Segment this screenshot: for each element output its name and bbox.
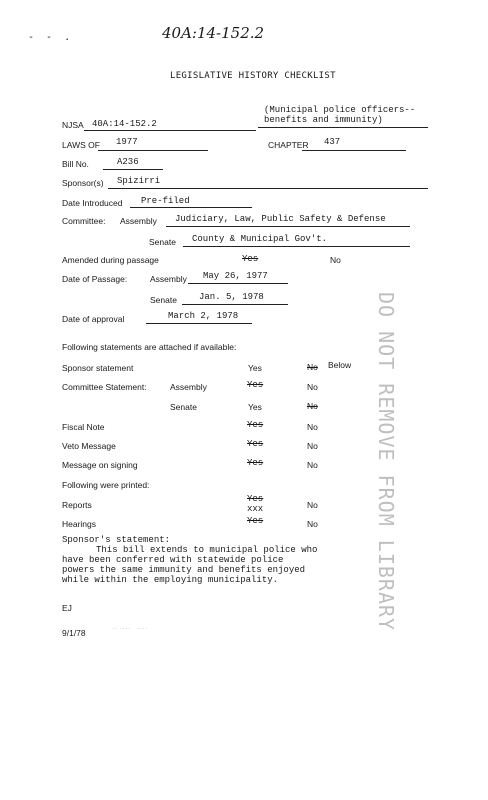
statement-label: Veto Message bbox=[62, 441, 116, 451]
passage-assembly-underline bbox=[188, 283, 288, 284]
statement-yes: Yes bbox=[247, 439, 264, 449]
chapter-label: CHAPTER bbox=[268, 140, 309, 150]
faint-marks: ·· ···· ···· bbox=[112, 624, 148, 633]
statement-no: No bbox=[307, 441, 318, 451]
senate-committee-value: County & Municipal Gov't. bbox=[192, 234, 328, 244]
sponsor-statement-line: while within the employing municipality. bbox=[62, 575, 279, 585]
approval-date: March 2, 1978 bbox=[168, 311, 239, 321]
passage-senate-underline bbox=[182, 304, 288, 305]
initials: EJ bbox=[62, 603, 72, 613]
laws-of-value: 1977 bbox=[116, 137, 138, 147]
committee-label: Committee: bbox=[62, 216, 106, 226]
committee-assembly-label: Assembly bbox=[120, 216, 157, 226]
approval-label: Date of approval bbox=[62, 314, 125, 324]
subject-underline bbox=[258, 127, 428, 128]
statement-no: No bbox=[307, 422, 318, 432]
printed-yes: Yes bbox=[247, 516, 264, 526]
committee-senate-label: Senate bbox=[149, 237, 176, 247]
handwritten-reference: 40A:14-152.2 bbox=[162, 24, 265, 42]
statement-label: Fiscal Note bbox=[62, 422, 105, 432]
library-stamp bbox=[368, 292, 404, 632]
following-attached-heading: Following statements are attached if available: bbox=[62, 342, 237, 352]
page-title: LEGISLATIVE HISTORY CHECKLIST bbox=[170, 71, 336, 81]
passage-assembly-date: May 26, 1977 bbox=[203, 271, 268, 281]
sponsor-statement-heading: Sponsor's statement: bbox=[62, 535, 171, 545]
sponsor-label: Sponsor(s) bbox=[62, 178, 104, 188]
passage-label: Date of Passage: bbox=[62, 274, 128, 284]
sponsor-value: Spizirri bbox=[117, 176, 161, 186]
printed-yes: Yes bbox=[247, 494, 264, 504]
statement-yes: Yes bbox=[247, 420, 264, 430]
sponsor-underline bbox=[108, 188, 428, 189]
bill-value: A236 bbox=[117, 157, 139, 167]
bill-label: Bill No. bbox=[62, 159, 89, 169]
laws-of-label: LAWS OF bbox=[62, 140, 100, 150]
subject-line-1: (Municipal police officers-- bbox=[264, 105, 416, 115]
printed-label: Hearings bbox=[62, 519, 97, 529]
printed-no: No bbox=[307, 500, 318, 510]
chapter-underline bbox=[302, 150, 406, 151]
statement-yes: Yes bbox=[248, 402, 262, 412]
corner-marks: - - . bbox=[28, 32, 71, 43]
statement-yes: Yes bbox=[248, 363, 262, 373]
following-printed-heading: Following were printed: bbox=[62, 480, 150, 490]
laws-of-underline bbox=[98, 150, 208, 151]
statement-sublabel: Assembly bbox=[170, 382, 207, 392]
statement-no: No bbox=[307, 401, 318, 411]
njsa-label: NJSA bbox=[62, 120, 84, 130]
assembly-committee-underline bbox=[166, 226, 410, 227]
passage-assembly-label: Assembly bbox=[150, 274, 187, 284]
statement-yes: Yes bbox=[247, 458, 264, 468]
date-introduced-value: Pre-filed bbox=[141, 196, 190, 206]
date-introduced-label: Date Introduced bbox=[62, 198, 123, 208]
statement-no: No bbox=[307, 382, 318, 392]
statement-no: No bbox=[307, 362, 318, 372]
approval-underline bbox=[146, 323, 252, 324]
library-stamp-text: DO NOT REMOVE FROM LIBRARY bbox=[374, 292, 398, 632]
bill-underline bbox=[103, 169, 163, 170]
statement-label: Sponsor statement bbox=[62, 363, 134, 373]
passage-senate-date: Jan. 5, 1978 bbox=[199, 292, 264, 302]
njsa-value: 40A:14-152.2 bbox=[92, 119, 157, 129]
senate-committee-underline bbox=[183, 246, 410, 247]
sponsor-statement-line: This bill extends to municipal police who bbox=[96, 545, 318, 555]
statement-yes: Yes bbox=[247, 380, 264, 390]
statement-sublabel: Senate bbox=[170, 402, 197, 412]
amended-no: No bbox=[330, 255, 341, 265]
statement-note: Below bbox=[328, 360, 352, 370]
chapter-value: 437 bbox=[324, 137, 341, 147]
date-introduced-underline bbox=[130, 207, 252, 208]
assembly-committee-value: Judiciary, Law, Public Safety & Defense bbox=[175, 214, 386, 224]
statement-label: Message on signing bbox=[62, 460, 138, 470]
printed-no: No bbox=[307, 519, 318, 529]
statement-no: No bbox=[307, 460, 318, 470]
amended-yes: Yes bbox=[242, 254, 259, 264]
statement-label: Committee Statement: bbox=[62, 382, 147, 392]
passage-senate-label: Senate bbox=[150, 295, 177, 305]
sponsor-statement-line: powers the same immunity and benefits enjoyed bbox=[62, 565, 306, 575]
sponsor-statement-line: have been conferred with statewide police bbox=[62, 555, 284, 565]
printed-label: Reports bbox=[62, 500, 92, 510]
subject-line-2: benefits and immunity) bbox=[264, 115, 383, 125]
njsa-underline bbox=[84, 130, 256, 131]
footer-date: 9/1/78 bbox=[62, 628, 86, 638]
amended-label: Amended during passage bbox=[62, 255, 159, 265]
printed-extra: xxx bbox=[247, 504, 264, 514]
